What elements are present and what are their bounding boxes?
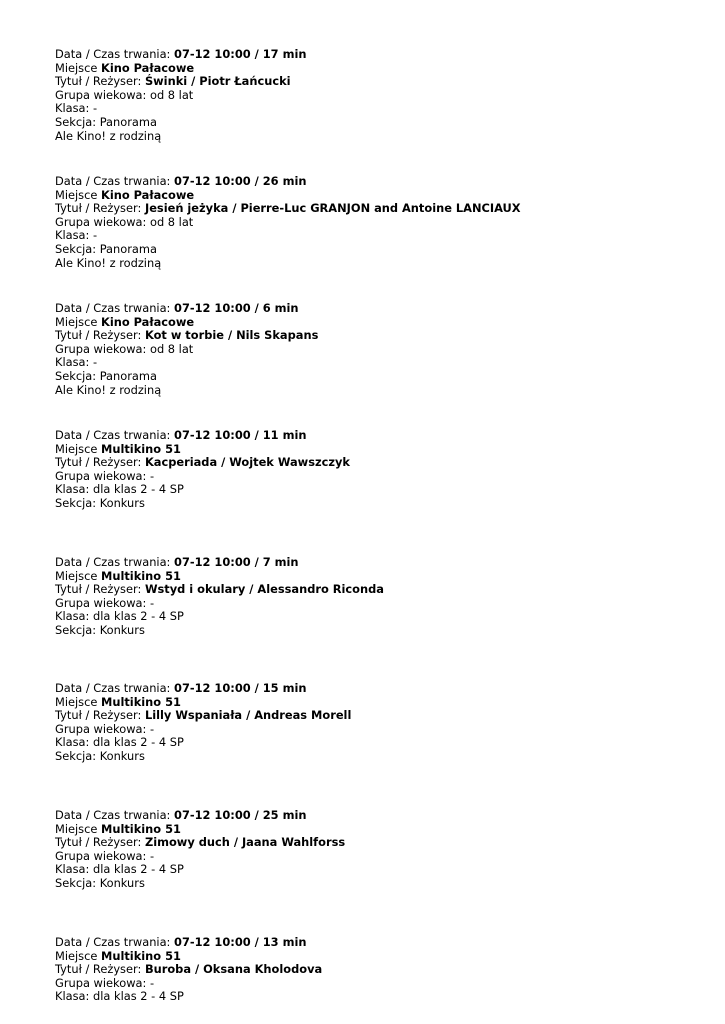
place-line-label: Miejsce [55,694,101,709]
date-duration-line [55,809,345,823]
date-duration-line-label: Data / Czas trwania: [55,47,175,61]
place-line-value: Multikino 51 [101,441,181,456]
class-line-label: Klasa: [55,355,93,370]
section-line-label: Sekcja: [55,241,100,256]
date-duration-line-label: Data / Czas trwania: [55,301,175,315]
title-director-line-label: Tytuł / Reżyser: [55,835,145,850]
age-group-line-value: - [149,848,155,863]
place-line [55,316,318,330]
age-group-line-label: Grupa wiekowa: [55,214,150,229]
title-director-line [55,329,318,343]
place-line-label: Miejsce [55,441,101,456]
screening-entry [55,48,306,143]
place-line-label: Miejsce [55,948,101,963]
place-line-label: Miejsce [55,568,101,583]
title-director-line-value: Jesień jeżyka / Pierre-Luc GRANJON and Antoine LANCIAUX [144,201,521,216]
date-duration-line-value: 07-12 10:00 / 15 min [174,681,307,695]
class-line-label: Klasa: [55,228,93,243]
title-director-line-value: Kot w torbie / Nils Skapans [144,328,319,343]
age-group-line [55,723,351,737]
section-line-value: Panorama [99,241,157,256]
screening-entry [55,302,318,397]
class-line [55,863,345,877]
place-line-value: Kino Pałacowe [101,314,195,329]
program-line: Ale Kino! z rodziną [55,382,162,397]
age-group-line-label: Grupa wiekowa: [55,721,150,736]
date-duration-line [55,302,318,316]
class-line-value: dla klas 2 - 4 SP [93,735,184,750]
age-group-line-label: Grupa wiekowa: [55,595,150,610]
section-line-label: Sekcja: [55,114,100,129]
class-line-value: dla klas 2 - 4 SP [93,609,184,624]
title-director-line-label: Tytuł / Reżyser: [55,708,145,723]
title-director-line-label: Tytuł / Reżyser: [55,962,145,977]
date-duration-line [55,175,521,189]
section-line-value: Konkurs [99,748,145,763]
class-line-value: - [93,228,98,243]
title-director-line [55,75,306,89]
age-group-line-value: - [149,468,155,483]
class-line-label: Klasa: [55,101,93,116]
age-group-line [55,216,521,230]
place-line-value: Kino Pałacowe [101,60,195,75]
class-line-value: dla klas 2 - 4 SP [93,989,184,1004]
section-line-value: Konkurs [99,622,145,637]
place-line-value: Multikino 51 [101,821,181,836]
age-group-line-label: Grupa wiekowa: [55,848,150,863]
class-line-label: Klasa: [55,609,93,624]
place-line-label: Miejsce [55,187,101,202]
place-line-label: Miejsce [55,60,101,75]
section-line-label: Sekcja: [55,495,100,510]
title-director-line [55,456,350,470]
screening-entry [55,429,350,511]
place-line-label: Miejsce [55,821,101,836]
age-group-line-value: od 8 lat [149,87,194,102]
section-line-label: Sekcja: [55,368,100,383]
age-group-line [55,343,318,357]
section-line [55,243,521,257]
title-director-line [55,583,384,597]
program-line: Ale Kino! z rodziną [55,255,162,270]
age-group-line [55,977,322,991]
title-director-line-label: Tytuł / Reżyser: [55,74,145,89]
place-line [55,823,345,837]
title-director-line-value: Kacperiada / Wojtek Wawszczyk [144,455,350,470]
place-line-value: Multikino 51 [101,694,181,709]
section-line [55,877,345,891]
title-director-line [55,709,351,723]
class-line [55,483,350,497]
screening-entry [55,556,384,638]
place-line-value: Kino Pałacowe [101,187,195,202]
date-duration-line [55,936,322,950]
age-group-line-value: od 8 lat [149,214,194,229]
title-director-line [55,202,521,216]
section-line [55,750,351,764]
title-director-line-label: Tytuł / Reżyser: [55,582,145,597]
date-duration-line-value: 07-12 10:00 / 17 min [174,47,307,61]
title-director-line-value: Lilly Wspaniała / Andreas Morell [144,708,352,723]
class-line-value: - [93,101,98,116]
class-line-label: Klasa: [55,989,93,1004]
place-line-value: Multikino 51 [101,948,181,963]
date-duration-line-value: 07-12 10:00 / 25 min [174,808,307,822]
class-line-label: Klasa: [55,862,93,877]
date-duration-line-value: 07-12 10:00 / 13 min [174,935,307,949]
age-group-line-value: - [149,975,155,990]
title-director-line-value: Buroba / Oksana Kholodova [144,962,323,977]
age-group-line [55,89,306,103]
section-line-value: Panorama [99,114,157,129]
date-duration-line-value: 07-12 10:00 / 6 min [174,301,299,315]
section-line-value: Konkurs [99,495,145,510]
title-director-line-label: Tytuł / Reżyser: [55,455,145,470]
date-duration-line [55,682,351,696]
date-duration-line [55,429,350,443]
class-line-value: dla klas 2 - 4 SP [93,482,184,497]
place-line [55,443,350,457]
date-duration-line-label: Data / Czas trwania: [55,555,175,569]
section-line-value: Panorama [99,368,157,383]
section-line [55,624,384,638]
date-duration-line [55,556,384,570]
age-group-line-label: Grupa wiekowa: [55,341,150,356]
screening-entry [55,682,351,764]
place-line [55,696,351,710]
class-line-label: Klasa: [55,735,93,750]
place-line [55,950,322,964]
title-director-line-value: Świnki / Piotr Łańcucki [144,74,291,89]
date-duration-line-label: Data / Czas trwania: [55,808,175,822]
date-duration-line-label: Data / Czas trwania: [55,174,175,188]
place-line-value: Multikino 51 [101,568,181,583]
section-line-value: Konkurs [99,875,145,890]
title-director-line-label: Tytuł / Reżyser: [55,328,145,343]
class-line-value: dla klas 2 - 4 SP [93,862,184,877]
class-line [55,610,384,624]
place-line-label: Miejsce [55,314,101,329]
class-line [55,990,322,1004]
screening-entry [55,175,521,270]
age-group-line-label: Grupa wiekowa: [55,975,150,990]
place-line [55,189,521,203]
date-duration-line-label: Data / Czas trwania: [55,681,175,695]
class-line-value: - [93,355,98,370]
date-duration-line-label: Data / Czas trwania: [55,935,175,949]
section-line [55,116,306,130]
date-duration-line [55,48,306,62]
title-director-line [55,836,345,850]
title-director-line-value: Zimowy duch / Jaana Wahlforss [144,835,346,850]
place-line [55,570,384,584]
date-duration-line-value: 07-12 10:00 / 26 min [174,174,307,188]
section-line-label: Sekcja: [55,748,100,763]
screening-entry [55,809,345,891]
class-line-label: Klasa: [55,482,93,497]
age-group-line [55,850,345,864]
section-line [55,497,350,511]
age-group-line-label: Grupa wiekowa: [55,468,150,483]
class-line [55,736,351,750]
screening-entry [55,936,322,1004]
age-group-line [55,597,384,611]
class-line [55,102,306,116]
title-director-line [55,963,322,977]
section-line-label: Sekcja: [55,622,100,637]
title-director-line-label: Tytuł / Reżyser: [55,201,145,216]
class-line [55,229,521,243]
title-director-line-value: Wstyd i okulary / Alessandro Riconda [144,582,384,597]
date-duration-line-value: 07-12 10:00 / 7 min [174,555,299,569]
section-line [55,370,318,384]
age-group-line-value: - [149,721,155,736]
program-line: Ale Kino! z rodziną [55,128,162,143]
age-group-line-value: - [149,595,155,610]
age-group-line [55,470,350,484]
age-group-line-label: Grupa wiekowa: [55,87,150,102]
date-duration-line-value: 07-12 10:00 / 11 min [174,428,307,442]
class-line [55,356,318,370]
section-line-label: Sekcja: [55,875,100,890]
date-duration-line-label: Data / Czas trwania: [55,428,175,442]
age-group-line-value: od 8 lat [149,341,194,356]
